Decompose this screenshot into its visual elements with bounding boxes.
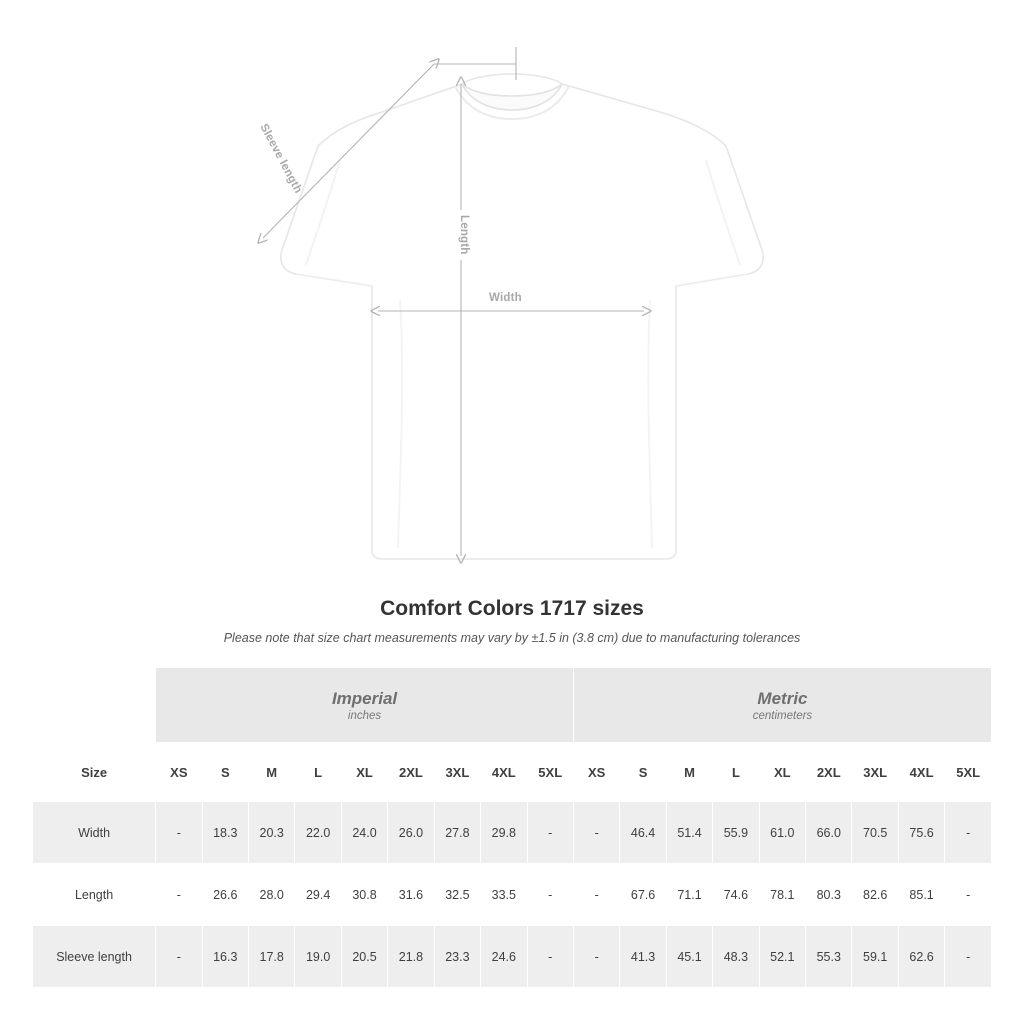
cell: 55.3 (806, 926, 852, 988)
cell: 24.0 (341, 802, 387, 864)
size-col-header: 5XL (945, 743, 992, 802)
row-label: Sleeve length (33, 926, 156, 988)
size-col-header: 5XL (527, 743, 573, 802)
cell: 70.5 (852, 802, 898, 864)
cell: 18.3 (202, 802, 248, 864)
length-dimension-label: Length (458, 210, 470, 260)
cell: - (573, 926, 619, 988)
cell: 19.0 (295, 926, 341, 988)
page-title: Comfort Colors 1717 sizes (380, 597, 644, 620)
size-col-header: 2XL (806, 743, 852, 802)
cell: 32.5 (434, 864, 480, 926)
cell: 26.0 (388, 802, 434, 864)
size-col-header: 4XL (481, 743, 527, 802)
cell: 17.8 (248, 926, 294, 988)
cell: - (945, 926, 992, 988)
size-header-row (33, 743, 992, 802)
cell: 20.3 (248, 802, 294, 864)
row-label: Length (33, 864, 156, 926)
cell: 24.6 (481, 926, 527, 988)
size-col-header: L (295, 743, 341, 802)
cell: 41.3 (620, 926, 666, 988)
cell: - (156, 864, 202, 926)
size-header-cell: Size (33, 743, 156, 802)
cell: 85.1 (898, 864, 944, 926)
size-col-header: M (248, 743, 294, 802)
size-col-header: M (666, 743, 712, 802)
cell: 29.4 (295, 864, 341, 926)
cell: 29.8 (481, 802, 527, 864)
imperial-group-header (156, 668, 574, 743)
cell: 82.6 (852, 864, 898, 926)
size-col-header: XL (759, 743, 805, 802)
cell: 74.6 (713, 864, 759, 926)
size-col-header: S (202, 743, 248, 802)
tolerance-note: Please note that size chart measurements may vary by ±1.5 in (3.8 cm) due to manufacturing tolerances (223, 631, 801, 645)
row-label: Width (33, 802, 156, 864)
cell: 45.1 (666, 926, 712, 988)
cell: 71.1 (666, 864, 712, 926)
cell: 22.0 (295, 802, 341, 864)
size-chart-table (32, 667, 992, 988)
sleeve-length-dimension-label: Sleeve length (257, 122, 305, 196)
size-col-header: 4XL (898, 743, 944, 802)
table-row (33, 864, 992, 926)
cell: 33.5 (481, 864, 527, 926)
table-corner-cell (33, 668, 156, 743)
cell: 16.3 (202, 926, 248, 988)
cell: 59.1 (852, 926, 898, 988)
cell: - (573, 864, 619, 926)
cell: 28.0 (248, 864, 294, 926)
cell: - (945, 802, 992, 864)
size-col-header: XL (341, 743, 387, 802)
cell: - (156, 802, 202, 864)
cell: 20.5 (341, 926, 387, 988)
cell: 26.6 (202, 864, 248, 926)
size-col-header: XS (573, 743, 619, 802)
cell: - (527, 802, 573, 864)
cell: 78.1 (759, 864, 805, 926)
cell: 52.1 (759, 926, 805, 988)
cell: - (156, 926, 202, 988)
cell: 23.3 (434, 926, 480, 988)
cell: 55.9 (713, 802, 759, 864)
metric-group-header (573, 668, 991, 743)
table-row (33, 926, 992, 988)
size-col-header: 2XL (388, 743, 434, 802)
cell: 27.8 (434, 802, 480, 864)
size-col-header: L (713, 743, 759, 802)
size-col-header: 3XL (852, 743, 898, 802)
cell: 67.6 (620, 864, 666, 926)
size-chart-table-wrapper (32, 667, 992, 988)
cell: - (573, 802, 619, 864)
width-dimension-label: Width (484, 292, 527, 304)
imperial-sublabel: inches (347, 710, 382, 723)
cell: 46.4 (620, 802, 666, 864)
size-col-header: XS (156, 743, 202, 802)
cell: 31.6 (388, 864, 434, 926)
unit-header-row (33, 668, 992, 743)
size-col-header: 3XL (434, 743, 480, 802)
cell: 61.0 (759, 802, 805, 864)
cell: 66.0 (806, 802, 852, 864)
cell: - (945, 864, 992, 926)
cell: - (527, 926, 573, 988)
cell: 62.6 (898, 926, 944, 988)
metric-sublabel: centimeters (752, 710, 813, 723)
cell: 75.6 (898, 802, 944, 864)
imperial-label: Imperial (331, 688, 398, 708)
cell: - (527, 864, 573, 926)
cell: 48.3 (713, 926, 759, 988)
size-col-header: S (620, 743, 666, 802)
cell: 80.3 (806, 864, 852, 926)
cell: 51.4 (666, 802, 712, 864)
chart-header (0, 597, 1024, 645)
metric-label: Metric (757, 688, 808, 708)
cell: 21.8 (388, 926, 434, 988)
table-row (33, 802, 992, 864)
cell: 30.8 (341, 864, 387, 926)
